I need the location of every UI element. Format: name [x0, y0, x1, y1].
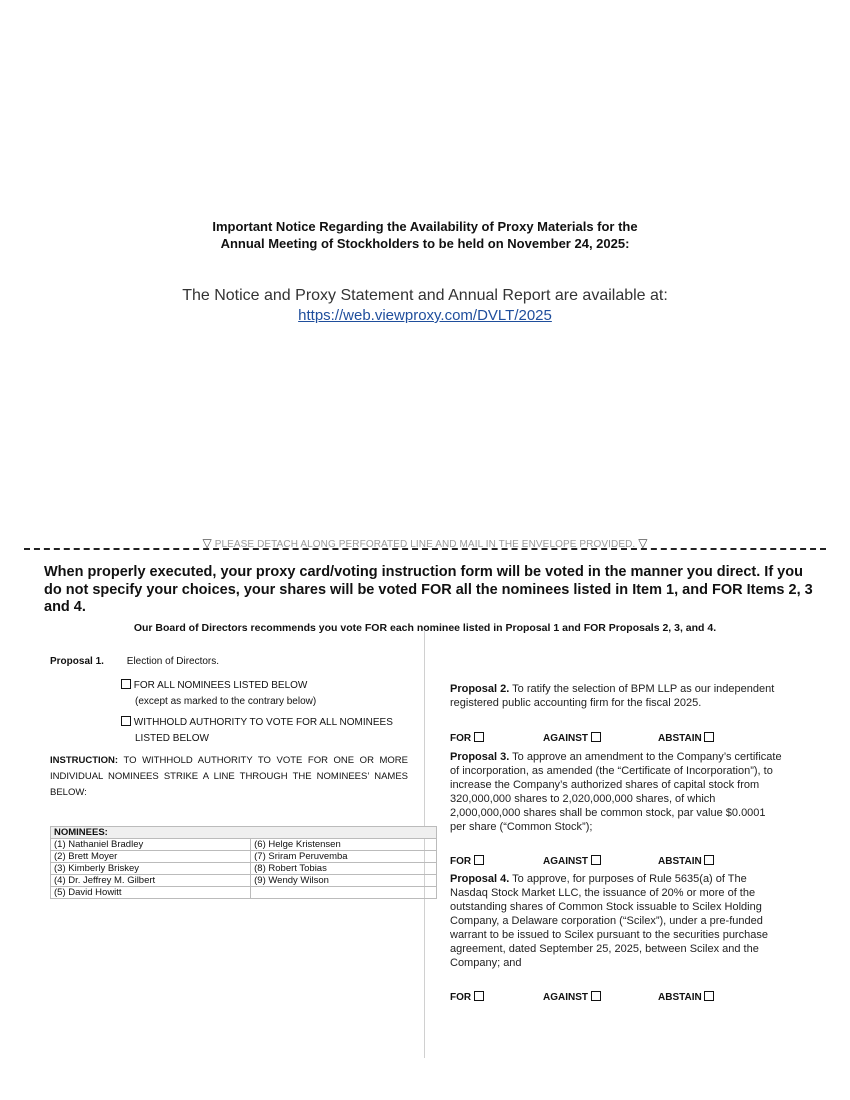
proposal3-for-checkbox[interactable]	[474, 855, 484, 865]
withhold-checkbox[interactable]	[121, 716, 131, 726]
withhold-label-line2: LISTED BELOW	[135, 733, 209, 744]
proposal4	[450, 872, 782, 970]
detach-text: PLEASE DETACH ALONG PERFORATED LINE AND MAIL IN THE ENVELOPE PROVIDED.	[214, 539, 636, 550]
instruction-label: INSTRUCTION:	[50, 755, 119, 766]
against-label: AGAINST	[543, 856, 588, 867]
nominee-3: (3) Kimberly Briskey	[51, 863, 251, 875]
option-for-all-nominees	[121, 678, 316, 710]
for-all-label: FOR ALL NOMINEES LISTED BELOW	[133, 680, 308, 691]
triangle-down-icon: ▽	[202, 536, 212, 550]
table-row	[51, 887, 437, 899]
notice-heading-line1: Important Notice Regarding the Availability of Proxy Materials for the	[212, 219, 638, 234]
proposal3-abstain-checkbox[interactable]	[704, 855, 714, 865]
proposal3-label: Proposal 3.	[450, 751, 510, 763]
proposal4-against-checkbox[interactable]	[591, 991, 601, 1001]
for-all-sublabel: (except as marked to the contrary below)	[135, 696, 317, 707]
proposal4-abstain-checkbox[interactable]	[704, 991, 714, 1001]
nominees-table	[50, 826, 437, 899]
triangle-down-icon: ▽	[638, 536, 648, 550]
proposal3	[450, 750, 782, 834]
proxy-materials-link[interactable]: https://web.viewproxy.com/DVLT/2025	[298, 307, 552, 324]
proposal2-against-checkbox[interactable]	[591, 732, 601, 742]
nominee-8: (8) Robert Tobias	[251, 863, 437, 875]
proposal1-title: Election of Directors.	[126, 656, 220, 667]
proposal2-abstain-checkbox[interactable]	[704, 732, 714, 742]
nominees-header: NOMINEES:	[51, 827, 437, 839]
proposal2-text: To ratify the selection of BPM LLP as our independent registered public accounting firm for the fiscal 2025.	[450, 683, 775, 709]
option-withhold-all	[121, 715, 393, 747]
nominee-9: (9) Wendy Wilson	[251, 875, 437, 887]
for-label: FOR	[450, 856, 472, 867]
nominee-4: (4) Dr. Jeffrey M. Gilbert	[51, 875, 251, 887]
table-row	[51, 863, 437, 875]
table-row	[51, 839, 437, 851]
proposal4-vote-options	[450, 991, 750, 1005]
proposal1-label: Proposal 1.	[50, 656, 104, 667]
withhold-label: WITHHOLD AUTHORITY TO VOTE FOR ALL NOMINEES	[133, 717, 393, 728]
availability-notice	[0, 286, 850, 326]
proposal2-vote-options	[450, 732, 750, 746]
perforated-line	[24, 548, 826, 550]
nominee-1: (1) Nathaniel Bradley	[51, 839, 251, 851]
proposal4-label: Proposal 4.	[450, 873, 510, 885]
proposal4-for-checkbox[interactable]	[474, 991, 484, 1001]
board-recommendation: Our Board of Directors recommends you vote FOR each nominee listed in Proposal 1 and FOR Proposals 2, 3, and 4.	[133, 622, 717, 634]
nominee-empty	[251, 887, 437, 899]
abstain-label: ABSTAIN	[658, 856, 702, 867]
nominee-5: (5) David Howitt	[51, 887, 251, 899]
nominee-6: (6) Helge Kristensen	[251, 839, 437, 851]
for-label: FOR	[450, 992, 472, 1003]
abstain-label: ABSTAIN	[658, 992, 702, 1003]
card-intro: When properly executed, your proxy card/voting instruction form will be voted in the manner you direct. If you do not specify your choices, your shares will be voted FOR all the nominees listed in Item 1, and FOR Items 2, 3 and 4.	[44, 564, 813, 615]
withhold-instruction	[50, 753, 408, 801]
table-row	[51, 875, 437, 887]
proposal2-label: Proposal 2.	[450, 683, 510, 695]
availability-text: The Notice and Proxy Statement and Annual Report are available at:	[182, 287, 668, 304]
proposal2	[450, 682, 782, 710]
nominee-7: (7) Sriram Peruvemba	[251, 851, 437, 863]
notice-heading-line2: Annual Meeting of Stockholders to be held on November 24, 2025:	[220, 236, 630, 251]
against-label: AGAINST	[543, 733, 588, 744]
instruction-text: TO WITHHOLD AUTHORITY TO VOTE FOR ONE OR MORE INDIVIDUAL NOMINEES STRIKE A LINE THROUGH THE NOMINEES’ NAMES BELOW:	[50, 755, 408, 798]
proposal4-text: To approve, for purposes of Rule 5635(a) of The Nasdaq Stock Market LLC, the issuance of 20% or more of the outstanding shares of Common Stock issuable to Scilex Holding Company, a Delaware corporation (“Scilex”), under a pre-funded warrant to be issued to Scilex pursuant to the securities purchase agreement, dated September 25, 2025, between Scilex and the Company; and	[450, 873, 768, 969]
proposal1-heading	[50, 655, 219, 668]
nominee-2: (2) Brett Moyer	[51, 851, 251, 863]
proposal3-vote-options	[450, 855, 750, 869]
table-row	[51, 851, 437, 863]
for-all-checkbox[interactable]	[121, 679, 131, 689]
proposal3-text: To approve an amendment to the Company’s certificate of incorporation, as amended (the “Certificate of Incorporation”), to increase the Company’s authorized shares of capital stock from 320,000,000 shares to 2,020,000,000 shares, of which 2,000,000,000 shares shall be common stock, par value $0.0001 per share (“Common Stock”);	[450, 751, 782, 833]
proposal3-against-checkbox[interactable]	[591, 855, 601, 865]
notice-heading	[0, 218, 850, 252]
abstain-label: ABSTAIN	[658, 733, 702, 744]
against-label: AGAINST	[543, 992, 588, 1003]
for-label: FOR	[450, 733, 472, 744]
proposal2-for-checkbox[interactable]	[474, 732, 484, 742]
